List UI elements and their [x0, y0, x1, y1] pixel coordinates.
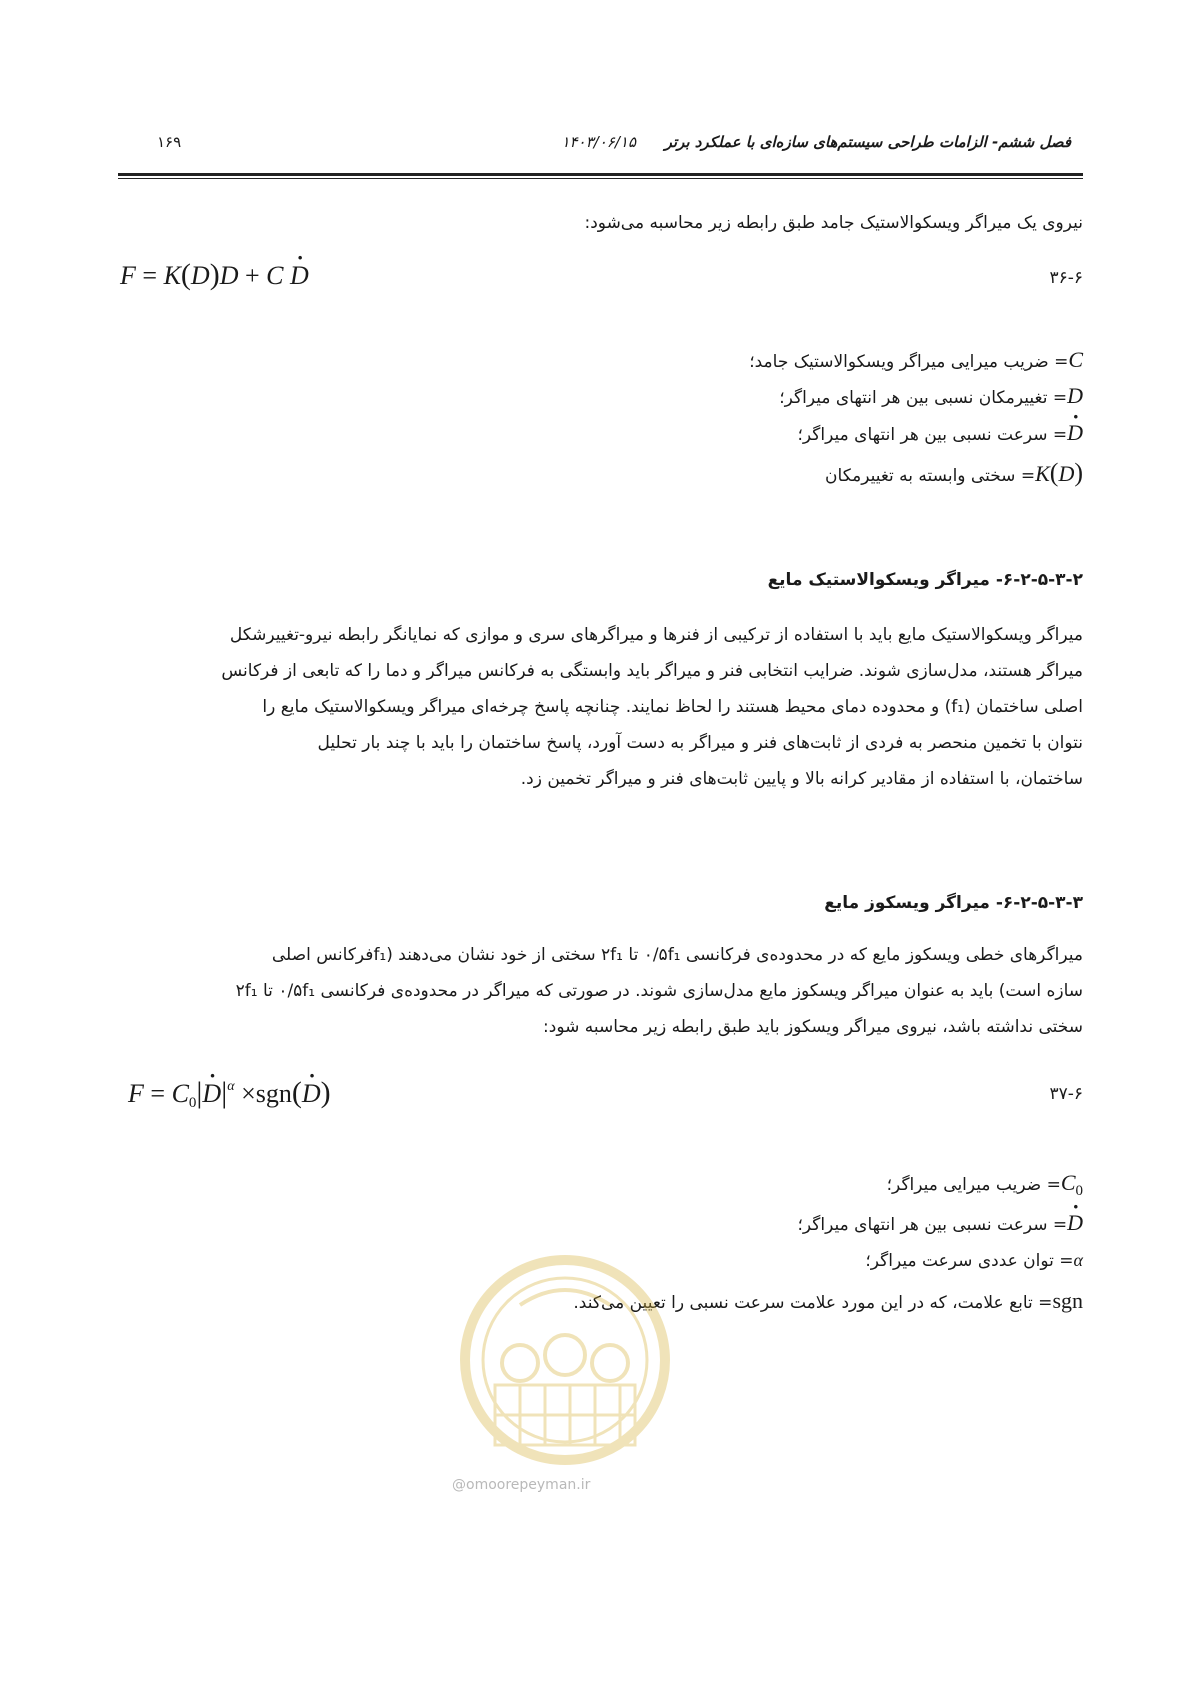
def-c0: $C_0=$ ضریب میرایی میراگر؛: [886, 1170, 1083, 1199]
page-number: ۱۶۹: [157, 133, 182, 151]
paragraph-line: نتوان با تخمین منحصر به فردی از ثابت‌های فنر و میراگر به دست آورد، پاسخ ساختمان را باید با چند بار تحلیل: [317, 733, 1083, 753]
paragraph-line: سختی نداشته باشد، نیروی میراگر ویسکوز باید طبق رابطه زیر محاسبه شود:: [543, 1017, 1083, 1037]
paragraph-line: سازه است) باید به عنوان میراگر ویسکوز مایع مدل‌سازی شوند. در صورتی که میراگر در محدوده‌ی فرکانسی ۰/۵f₁ تا ۲f₁: [235, 981, 1083, 1001]
paragraph-line: میراگر هستند، مدل‌سازی شوند. ضرایب انتخابی فنر و میراگر باید وابستگی به فرکانس میراگر و دما را که تابعی از فرکانس: [221, 661, 1083, 681]
intro-text: نیروی یک میراگر ویسکوالاستیک جامد طبق رابطه زیر محاسبه می‌شود:: [584, 213, 1083, 233]
paragraph-liquid-viscous: [111, 937, 1083, 1045]
watermark-emblem-icon: [450, 1245, 680, 1475]
def-d: D= تغییرمکان نسبی بین هر انتهای میراگر؛: [779, 383, 1083, 408]
paragraph-line: میراگرهای خطی ویسکوز مایع که در محدوده‌ی فرکانسی ۰/۵f₁ تا ۲f₁ سختی از خود نشان می‌دهند (f₁فرکانس اصلی: [271, 945, 1083, 965]
paragraph-line: میراگر ویسکوالاستیک مایع باید با استفاده از ترکیبی از فنرها و میراگرهای سری و موازی که نمایانگر رابطه نیرو-تغییرشکل: [229, 625, 1083, 645]
header-date: ۱۴۰۳/۰۶/۱۵: [561, 133, 636, 151]
header-rule-thick: [118, 173, 1083, 176]
paragraph-line: ساختمان، با استفاده از مقادیر کرانه بالا و پایین ثابت‌های فنر و میراگر تخمین زد.: [520, 769, 1083, 789]
equation-36-number: ۳۶-۶: [1049, 268, 1083, 288]
def-c: C= ضریب میرایی میراگر ویسکوالاستیک جامد؛: [749, 347, 1083, 372]
heading-liquid-viscoelastic: ۶-۲-۵-۳-۲- میراگر ویسکوالاستیک مایع: [767, 570, 1083, 590]
def-k-d: K(D)= سختی وابسته به تغییرمکان: [825, 458, 1083, 487]
equation-37-formula: $F = C_0|D \cdot|^\alpha \times sgn(D$ ·): [128, 1076, 331, 1112]
equation-37-number: ۳۷-۶: [1049, 1084, 1083, 1104]
paragraph-liquid-viscoelastic: [111, 617, 1083, 797]
watermark-site: @omoorepeyman.ir: [452, 1477, 591, 1493]
def-alpha: α= توان عددی سرعت میراگر؛: [865, 1250, 1083, 1271]
def-sgn: sgn= تابع علامت، که در این مورد علامت سرعت نسبی را تعیین می‌کند.: [573, 1288, 1083, 1313]
def-d-dot-2: D ·= سرعت نسبی بین هر انتهای میراگر؛: [798, 1210, 1083, 1236]
heading-liquid-viscous: ۶-۲-۵-۳-۳- میراگر ویسکوز مایع: [824, 893, 1083, 913]
paragraph-line: اصلی ساختمان (f₁) و محدوده دمای محیط هستند را لحاظ نمایند. چنانچه پاسخ چرخه‌ای میراگر ویسکوالاستیک مایع را: [262, 697, 1083, 717]
def-d-dot: D ·= سرعت نسبی بین هر انتهای میراگر؛: [798, 420, 1083, 446]
header-rule-thin: [118, 178, 1083, 179]
chapter-title: فصل ششم- الزامات طراحی سیستم‌های سازه‌ای با عملکرد برتر: [664, 133, 1071, 151]
equation-36-formula: F = K(D)D + C D ·: [120, 258, 309, 292]
